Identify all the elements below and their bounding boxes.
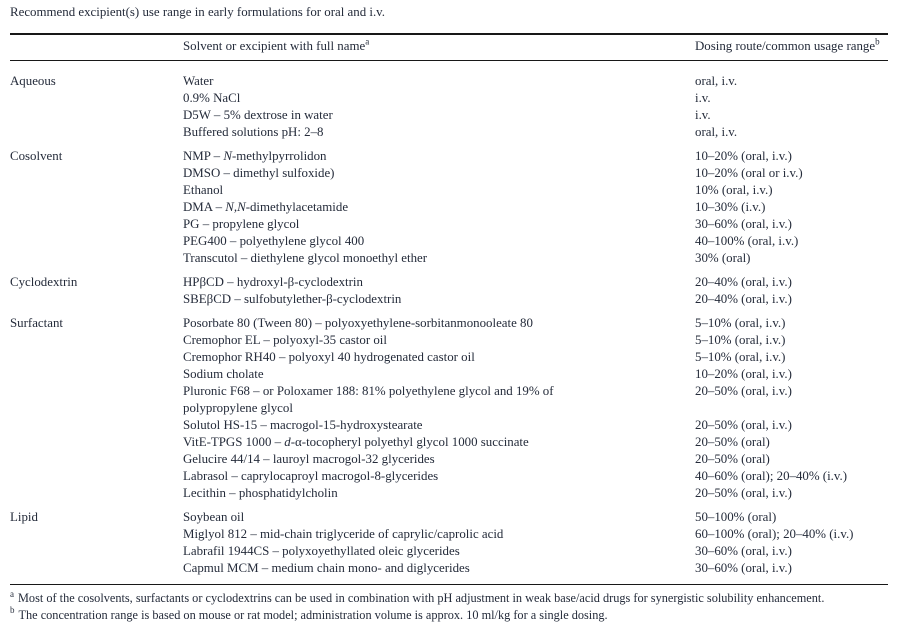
- footnote-b-text: The concentration range is based on mouse or rat model; administration volume is approx. 10 ml/kg for a single dosing.: [19, 608, 608, 622]
- table-row: [10, 291, 888, 308]
- table-row: [10, 366, 888, 383]
- excipient-name-cell: Posorbate 80 (Tween 80) – polyoxyethylene-sorbitanmonooleate 80: [183, 315, 695, 332]
- usage-range-cell: 30–60% (oral, i.v.): [695, 560, 888, 577]
- excipient-name-cell: Solutol HS-15 – macrogol-15-hydroxystearate: [183, 417, 695, 434]
- usage-range-cell: 50–100% (oral): [695, 509, 888, 526]
- excipient-name-cell: Capmul MCM – medium chain mono- and diglycerides: [183, 560, 695, 577]
- excipient-name-cell: VitE-TPGS 1000 – d-α-tocopheryl polyethyl glycol 1000 succinate: [183, 434, 695, 451]
- table-body: [10, 61, 888, 585]
- table-row: [10, 417, 888, 434]
- excipient-name-cell: Gelucire 44/14 – lauroyl macrogol-32 glycerides: [183, 451, 695, 468]
- table-row: [10, 543, 888, 560]
- category-cell: [10, 434, 183, 451]
- excipient-name-cell: Labrasol – caprylocaproyl macrogol-8-glycerides: [183, 468, 695, 485]
- usage-range-cell: 60–100% (oral); 20–40% (i.v.): [695, 526, 888, 543]
- usage-range-cell: 40–60% (oral); 20–40% (i.v.): [695, 468, 888, 485]
- usage-range-cell: 30–60% (oral, i.v.): [695, 543, 888, 560]
- table-row: [10, 434, 888, 451]
- table-row: [10, 165, 888, 182]
- table-row: [10, 216, 888, 233]
- table-row: [10, 233, 888, 250]
- excipient-name-cell: HPβCD – hydroxyl-β-cyclodextrin: [183, 274, 695, 291]
- header-range-cell: [695, 39, 888, 54]
- table-row: [10, 451, 888, 468]
- category-cell: Cosolvent: [10, 148, 183, 165]
- footnote-b: [10, 607, 888, 623]
- category-cell: [10, 250, 183, 267]
- header-name-footnote-marker: a: [365, 37, 369, 47]
- footnote-a-marker: a: [10, 589, 14, 599]
- excipient-name-cell: Cremophor EL – polyoxyl-35 castor oil: [183, 332, 695, 349]
- category-cell: Aqueous: [10, 73, 183, 90]
- footnote-a: [10, 590, 888, 607]
- table-header-row: [10, 33, 888, 61]
- excipient-name-cell: Ethanol: [183, 182, 695, 199]
- category-cell: [10, 543, 183, 560]
- category-cell: [10, 332, 183, 349]
- usage-range-cell: oral, i.v.: [695, 73, 888, 90]
- category-cell: [10, 349, 183, 366]
- excipient-name-cell: PEG400 – polyethylene glycol 400: [183, 233, 695, 250]
- usage-range-cell: 10% (oral, i.v.): [695, 182, 888, 199]
- table-row: [10, 250, 888, 267]
- excipient-table: [10, 33, 888, 585]
- table-row: [10, 199, 888, 216]
- table-row: [10, 332, 888, 349]
- table-caption: Recommend excipient(s) use range in early formulations for oral and i.v.: [10, 5, 888, 20]
- usage-range-cell: oral, i.v.: [695, 124, 888, 141]
- usage-range-cell: 30% (oral): [695, 250, 888, 267]
- usage-range-cell: 40–100% (oral, i.v.): [695, 233, 888, 250]
- excipient-name-cell: Buffered solutions pH: 2–8: [183, 124, 695, 141]
- excipient-name-cell: Pluronic F68 – or Poloxamer 188: 81% polyethylene glycol and 19% of polypropylene glycol: [183, 383, 695, 417]
- excipient-name-cell: Soybean oil: [183, 509, 695, 526]
- usage-range-cell: 20–50% (oral): [695, 451, 888, 468]
- category-cell: [10, 383, 183, 417]
- category-cell: [10, 366, 183, 383]
- excipient-name-cell: Miglyol 812 – mid-chain triglyceride of caprylic/caprolic acid: [183, 526, 695, 543]
- table-row: [10, 107, 888, 124]
- table-row: [10, 383, 888, 417]
- table-footnotes: [10, 590, 888, 623]
- usage-range-cell: 5–10% (oral, i.v.): [695, 315, 888, 332]
- excipient-name-cell: Water: [183, 73, 695, 90]
- usage-range-cell: 10–20% (oral, i.v.): [695, 148, 888, 165]
- category-cell: [10, 107, 183, 124]
- usage-range-cell: 5–10% (oral, i.v.): [695, 332, 888, 349]
- usage-range-cell: i.v.: [695, 90, 888, 107]
- category-cell: [10, 165, 183, 182]
- header-category-cell: [10, 39, 183, 54]
- usage-range-cell: 5–10% (oral, i.v.): [695, 349, 888, 366]
- category-cell: [10, 560, 183, 577]
- header-name-label: Solvent or excipient with full name: [183, 39, 365, 53]
- category-cell: Lipid: [10, 509, 183, 526]
- category-cell: [10, 182, 183, 199]
- usage-range-cell: 10–20% (oral, i.v.): [695, 366, 888, 383]
- category-cell: [10, 468, 183, 485]
- table-row: [10, 66, 888, 90]
- usage-range-cell: 30–60% (oral, i.v.): [695, 216, 888, 233]
- table-row: [10, 267, 888, 291]
- excipient-name-cell: DMA – N,N-dimethylacetamide: [183, 199, 695, 216]
- table-row: [10, 468, 888, 485]
- usage-range-cell: 20–50% (oral, i.v.): [695, 485, 888, 502]
- excipient-name-cell: DMSO – dimethyl sulfoxide): [183, 165, 695, 182]
- table-row: [10, 182, 888, 199]
- usage-range-cell: 20–40% (oral, i.v.): [695, 291, 888, 308]
- header-name-cell: [183, 39, 695, 54]
- excipient-name-cell: D5W – 5% dextrose in water: [183, 107, 695, 124]
- table-row: [10, 502, 888, 526]
- usage-range-cell: 20–50% (oral, i.v.): [695, 417, 888, 434]
- header-range-label: Dosing route/common usage range: [695, 39, 875, 53]
- category-cell: [10, 233, 183, 250]
- table-row: [10, 124, 888, 141]
- excipient-name-cell: 0.9% NaCl: [183, 90, 695, 107]
- category-cell: [10, 417, 183, 434]
- category-cell: Surfactant: [10, 315, 183, 332]
- category-cell: [10, 485, 183, 502]
- table-row: [10, 526, 888, 543]
- excipient-name-cell: PG – propylene glycol: [183, 216, 695, 233]
- category-cell: [10, 216, 183, 233]
- usage-range-cell: 20–50% (oral, i.v.): [695, 383, 888, 417]
- category-cell: [10, 90, 183, 107]
- excipient-name-cell: Sodium cholate: [183, 366, 695, 383]
- table-row: [10, 485, 888, 502]
- table-row: [10, 141, 888, 165]
- category-cell: [10, 451, 183, 468]
- excipient-name-cell: SBEβCD – sulfobutylether-β-cyclodextrin: [183, 291, 695, 308]
- category-cell: [10, 526, 183, 543]
- usage-range-cell: 20–40% (oral, i.v.): [695, 274, 888, 291]
- excipient-name-cell: NMP – N-methylpyrrolidon: [183, 148, 695, 165]
- table-row: [10, 349, 888, 366]
- excipient-name-cell: Cremophor RH40 – polyoxyl 40 hydrogenated castor oil: [183, 349, 695, 366]
- category-cell: [10, 124, 183, 141]
- usage-range-cell: i.v.: [695, 107, 888, 124]
- header-range-footnote-marker: b: [875, 37, 880, 47]
- category-cell: [10, 291, 183, 308]
- usage-range-cell: 20–50% (oral): [695, 434, 888, 451]
- usage-range-cell: 10–30% (i.v.): [695, 199, 888, 216]
- table-row: [10, 308, 888, 332]
- category-cell: Cyclodextrin: [10, 274, 183, 291]
- footnote-b-marker: b: [10, 605, 15, 615]
- category-cell: [10, 199, 183, 216]
- table-row: [10, 90, 888, 107]
- excipient-name-cell: Transcutol – diethylene glycol monoethyl ether: [183, 250, 695, 267]
- footnote-a-text: Most of the cosolvents, surfactants or cyclodextrins can be used in combination with pH adjustment in weak base/acid drugs for synergistic solubility enhancement.: [18, 591, 824, 605]
- excipient-name-cell: Lecithin – phosphatidylcholin: [183, 485, 695, 502]
- usage-range-cell: 10–20% (oral or i.v.): [695, 165, 888, 182]
- table-row: [10, 560, 888, 577]
- excipient-name-cell: Labrafil 1944CS – polyxoyethyllated oleic glycerides: [183, 543, 695, 560]
